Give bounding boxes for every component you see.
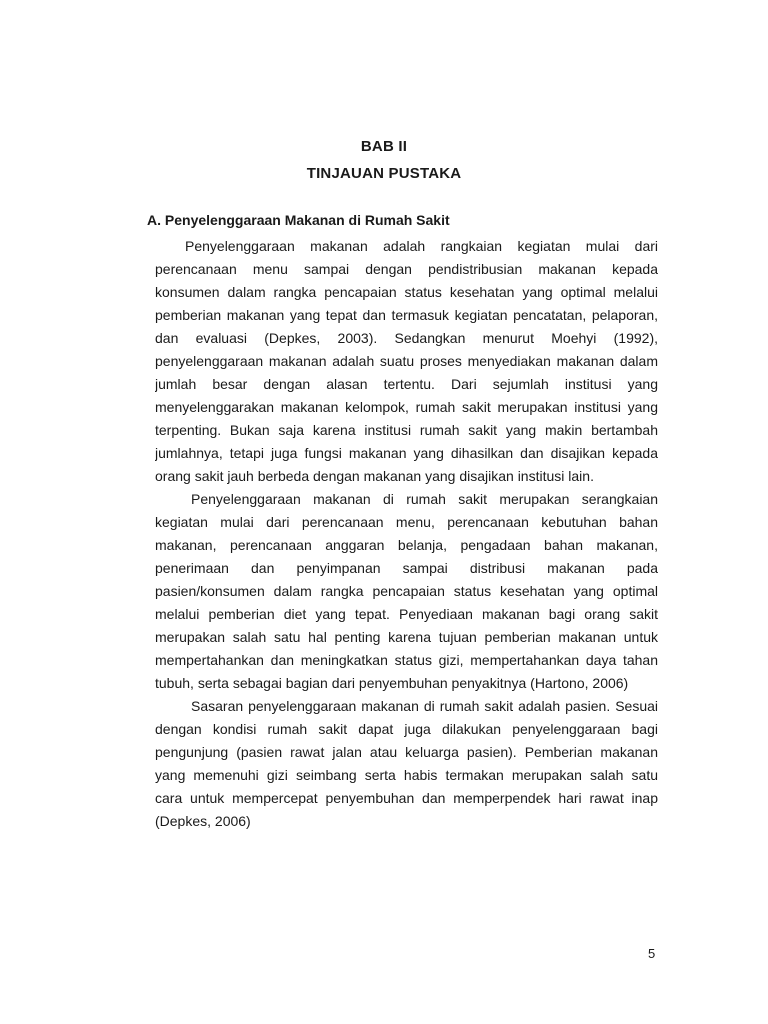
paragraph-line: konsumen dalam rangka pencapaian status kesehatan yang optimal melalui [155,284,658,300]
paragraph-line: penyelenggaraan makanan adalah suatu proses menyediakan makanan dalam [155,353,658,369]
paragraph-line: makanan, perencanaan anggaran belanja, pengadaan bahan makanan, [155,537,658,553]
paragraph-line: orang sakit jauh berbeda dengan makanan yang disajikan institusi lain. [155,468,594,484]
page-number: 5 [648,946,656,961]
chapter-title: TINJAUAN PUSTAKA [306,165,462,182]
section-heading: A. Penyelenggaraan Makanan di Rumah Sakit [147,212,450,228]
chapter-number: BAB II [360,138,408,155]
paragraph-line: dengan kondisi rumah sakit dapat juga dilakukan penyelenggaraan bagi [155,721,658,737]
paragraph-line: (Depkes, 2006) [155,813,251,829]
paragraph-line: pengunjung (pasien rawat jalan atau keluarga pasien). Pemberian makanan [155,744,658,760]
paragraph-line: pemberian makanan yang tepat dan termasuk kegiatan pencatatan, pelaporan, [155,307,658,323]
paragraph-line: tubuh, serta sebagai bagian dari penyembuhan penyakitnya (Hartono, 2006) [155,675,629,691]
paragraph-line: menyelenggarakan makanan kelompok, rumah sakit merupakan institusi yang [155,399,658,415]
paragraph-line: jumlah besar dengan alasan tertentu. Dari sejumlah institusi yang [155,376,658,392]
paragraph-line: cara untuk mempercepat penyembuhan dan memperpendek hari rawat inap [155,790,658,806]
paragraph-line: pasien/konsumen dalam rangka pencapaian status kesehatan yang optimal [155,583,658,599]
paragraph-line: yang memenuhi gizi seimbang serta habis termakan merupakan salah satu [155,767,658,783]
paragraph-line: perencanaan menu sampai dengan pendistribusian makanan kepada [155,261,658,277]
paragraph-line: penerimaan dan penyimpanan sampai distribusi makanan pada [155,560,658,576]
paragraph-line: terpenting. Bukan saja karena institusi rumah sakit yang makin bertambah [155,422,658,438]
paragraph-line: kegiatan mulai dari perencanaan menu, perencanaan kebutuhan bahan [155,514,658,530]
paragraph-line: Penyelenggaraan makanan adalah rangkaian kegiatan mulai dari [185,238,658,254]
paragraph-line: merupakan salah satu hal penting karena tujuan pemberian makanan untuk [155,629,658,645]
paragraph-line: melalui pemberian diet yang tepat. Penyediaan makanan bagi orang sakit [155,606,658,622]
paragraph-line: Penyelenggaraan makanan di rumah sakit merupakan serangkaian [191,491,658,507]
paragraph-line: Sasaran penyelenggaraan makanan di rumah sakit adalah pasien. Sesuai [191,698,658,714]
paragraph-line: jumlahnya, tetapi juga fungsi makanan yang dihasilkan dan disajikan kepada [155,445,658,461]
paragraph-line: mempertahankan dan meningkatkan status gizi, mempertahankan daya tahan [155,652,658,668]
paragraph-line: dan evaluasi (Depkes, 2003). Sedangkan menurut Moehyi (1992), [155,330,658,346]
